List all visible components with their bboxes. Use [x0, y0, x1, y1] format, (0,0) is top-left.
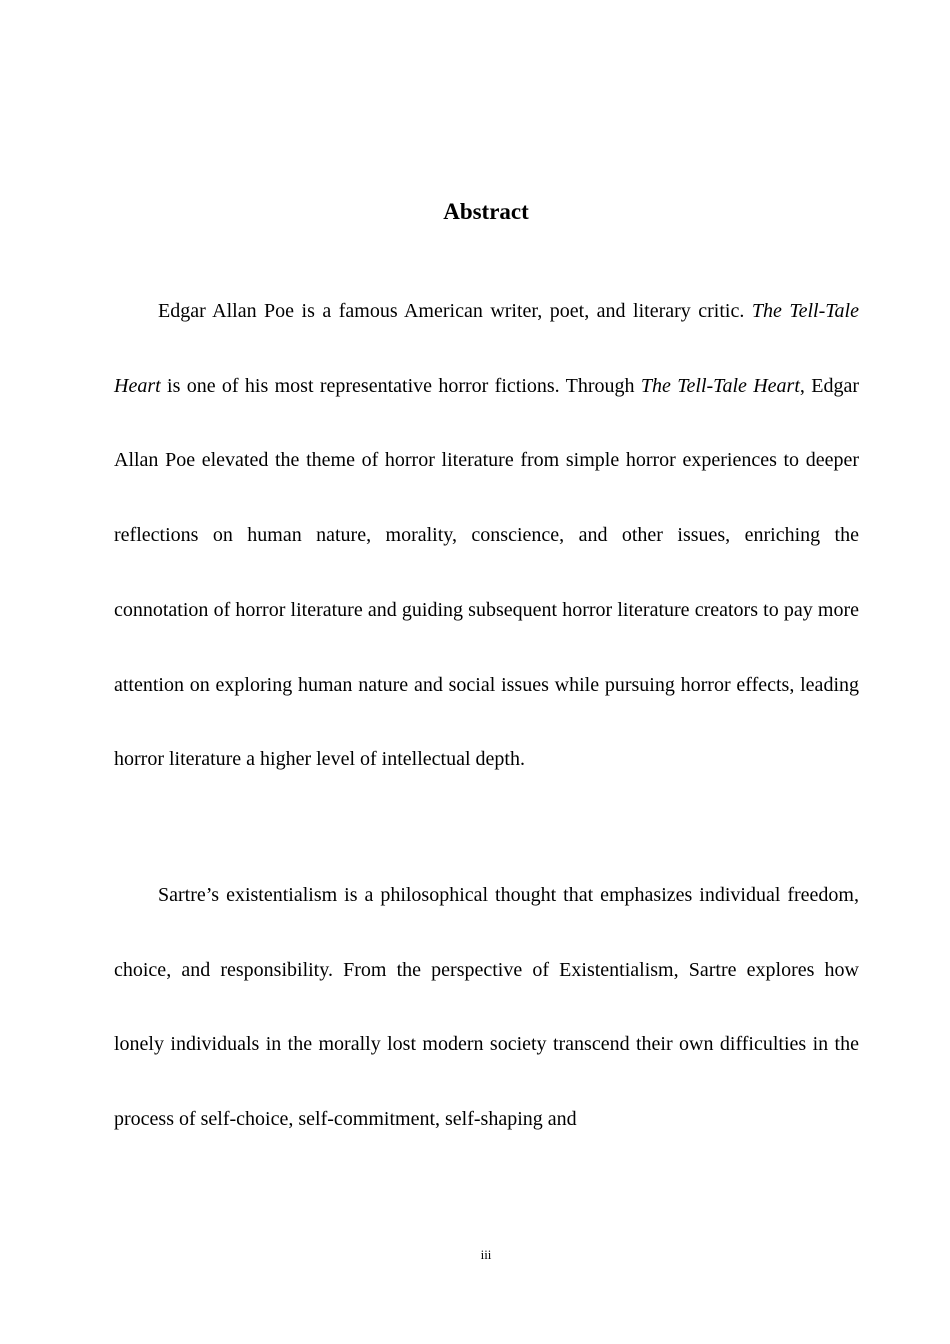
- work-title-tell-tale-heart-2: The Tell-Tale Heart: [640, 374, 800, 397]
- abstract-heading: Abstract: [443, 199, 529, 224]
- abstract-paragraph-1: [114, 274, 859, 797]
- abstract-paragraph-2: [114, 858, 859, 1157]
- paragraph-1-text-part-2: is one of his most representative horror fictions. Through: [160, 374, 641, 397]
- paragraph-2-text: Sartre’s existentialism is a philosophical thought that emphasizes individual freedom, choice, and responsibility. From the perspective of Existentialism, Sartre explores how lonely individuals in the morally lost modern society transcend their own difficulties in the process of self-choice, self-commitment, self-shaping and: [114, 884, 859, 1131]
- paragraph-1-text-part-1: Edgar Allan Poe is a famous American writer, poet, and literary critic.: [158, 300, 752, 322]
- paragraph-1-text-part-3: , Edgar Allan Poe elevated the theme of horror literature from simple horror experiences to deeper reflections on human nature, morality, conscience, and other issues, enriching the connotation of horror literature and guiding subsequent horror literature creators to pay more attention on exploring human nature and social issues while pursuing horror effects, leading horror literature a higher level of intellectual depth.: [114, 374, 859, 771]
- work-title-tell-tale-heart-1: The Tell-Tale Heart: [114, 300, 859, 397]
- page-number: iii: [480, 1247, 492, 1262]
